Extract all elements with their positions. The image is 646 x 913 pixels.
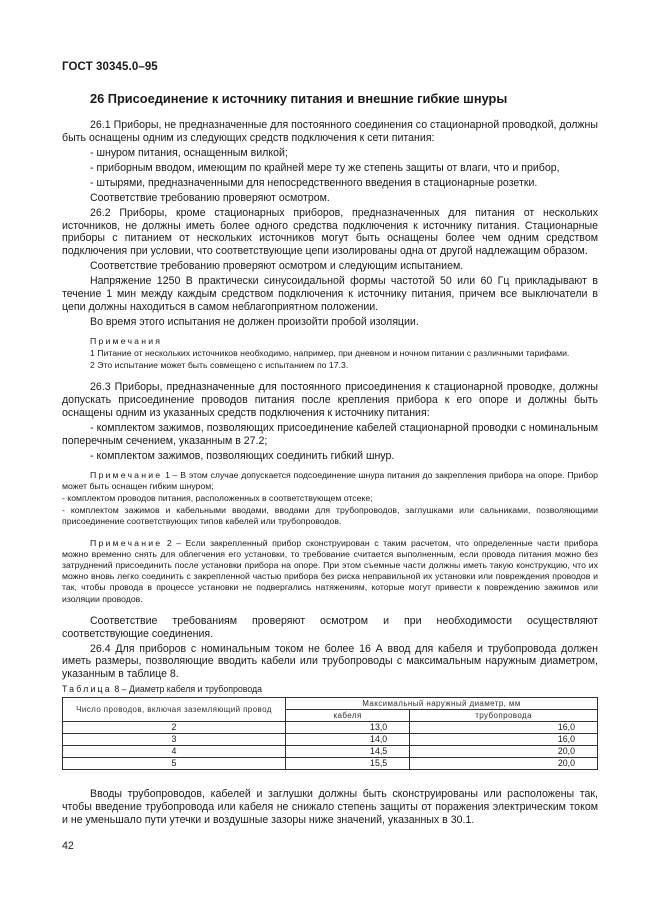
notes-label: Примечания <box>90 335 163 346</box>
clause-26-2: 26.2 Приборы, кроме стационарных приборов, предназначенных для питания от нескольких источников, не должны иметь более одного средства подключения к источнику питания. Стационарные приборы с питанием от нескольких источников могут быть оснащены более чем одним средством подключения при условии, что соответствующие цепи изолированы одна от другой надлежащим образом. <box>62 206 598 258</box>
list-item: - приборным вводом, имеющим по крайней мере ту же степень защиты от влаги, что и прибор, <box>90 161 560 174</box>
compliance-check: Соответствие требованию проверяют осмотром. <box>90 191 330 204</box>
compliance-check: Соответствие требованию проверяют осмотром и следующим испытанием. <box>90 260 464 273</box>
table-row: 4 14,5 20,0 <box>63 746 598 758</box>
clause-26-1: 26.1 Приборы, не предназначенные для постоянного соединения со стационарной проводкой, должны быть оснащены одним из следующих средств подключения к сети питания: <box>62 119 598 144</box>
col-cable-header: кабеля <box>286 710 410 722</box>
table-row: 3 14,0 16,0 <box>63 734 598 746</box>
clause-26-4: 26.4 Для приборов с номинальным током не более 16 А ввод для кабеля и трубопровода должен иметь размеры, позволяющие вводить кабели или трубопроводы с максимальным наружным диаметром, указанным в таблице 8. <box>62 642 598 681</box>
table-caption: Таблица 8 – Диаметр кабеля и трубопровода <box>62 684 263 694</box>
col-conduit-header: трубопровода <box>410 710 598 722</box>
col-wires-header: Число проводов, включая заземляющий провод <box>63 698 286 722</box>
note-list-item: - комплектом зажимов и кабельными вводами, вводами для трубопроводов, заглушками или сальниками, позволяющими присоединение соответствующих типов кабелей или трубопроводов. <box>62 505 598 527</box>
table-row: 5 15,5 20,0 <box>63 758 598 770</box>
note-2: Примечание 2 – Если закрепленный прибор сконструирован с таким расчетом, что определенные части прибора можно временно снять для облегчения его установки, то требование считается выполненным, если провода питания можно без затруднений присоединить после установки прибора на опоре. При этом съемные части должны иметь такую конструкцию, что их можно вновь легко соединить с закрепленной частью прибора без риска неправильной их установки или повреждения проводов и так, чтобы провода в процессе установки не подвергались натяжениям, которые могут привести к повреждению зажимов или изоляции проводов. <box>62 537 598 604</box>
table-row: 2 13,0 16,0 <box>63 722 598 734</box>
note-item: 2 Это испытание может быть совмещено с испытанием по 17.3. <box>90 360 349 371</box>
list-item: - шнуром питания, оснащенным вилкой; <box>90 146 288 159</box>
list-item: - штырями, предназначенными для непосредственного введения в стационарные розетки. <box>90 176 538 189</box>
list-item: - комплектом зажимов, позволяющих соединить гибкий шнур. <box>90 449 395 462</box>
list-item: - комплектом зажимов, позволяющих присоединение кабелей стационарной проводки с номинальным поперечным сечением, указанным в 27.2; <box>62 421 598 447</box>
note-list-item: - комплектом проводов питания, расположенных в соответствующем отсеке; <box>62 493 373 503</box>
standard-number: ГОСТ 30345.0–95 <box>62 61 158 73</box>
note-item: 1 Питание от нескольких источников необходимо, например, при дневном и ночном питании с различными тарифами. <box>90 347 570 358</box>
test-criterion: Во время этого испытания не должен произойти пробой изоляции. <box>90 315 419 328</box>
note-1: Примечание 1 – В этом случае допускается подсоединение шнура питания до закрепления прибора на опоре. Прибор может быть оснащен гибким шнуром; <box>62 469 598 491</box>
test-description: Напряжение 1250 В практически синусоидальной формы частотой 50 или 60 Гц прикладывают в течение 1 мин между каждым средством подключения к источнику питания, причем все выключатели в цепи должны находиться в самом неблагоприятном положении. <box>62 275 598 313</box>
diameter-table <box>62 697 598 770</box>
final-paragraph: Вводы трубопроводов, кабелей и заглушки должны быть сконструированы или расположены так, чтобы введение трубопровода или кабеля не снижало степень защиты от поражения электрическим током и не уменьшало пути утечки и воздушные зазоры ниже значений, указанных в 30.1. <box>62 788 598 826</box>
compliance-check: Соответствие требованиям проверяют осмотром и при необходимости осуществляют соответствующие соединения. <box>62 614 598 640</box>
section-heading: 26 Присоединение к источнику питания и внешние гибкие шнуры <box>90 91 508 106</box>
clause-26-3: 26.3 Приборы, предназначенные для постоянного присоединения к стационарной проводке, должны допускать присоединение проводов питания после крепления прибора к его опоре и должны быть оснащены одним из указанных средств подключения к источнику питания: <box>62 381 598 419</box>
document-body <box>62 119 598 829</box>
page-number: 42 <box>62 840 74 852</box>
max-diameter-header: Максимальный наружный диаметр, мм <box>286 698 598 710</box>
